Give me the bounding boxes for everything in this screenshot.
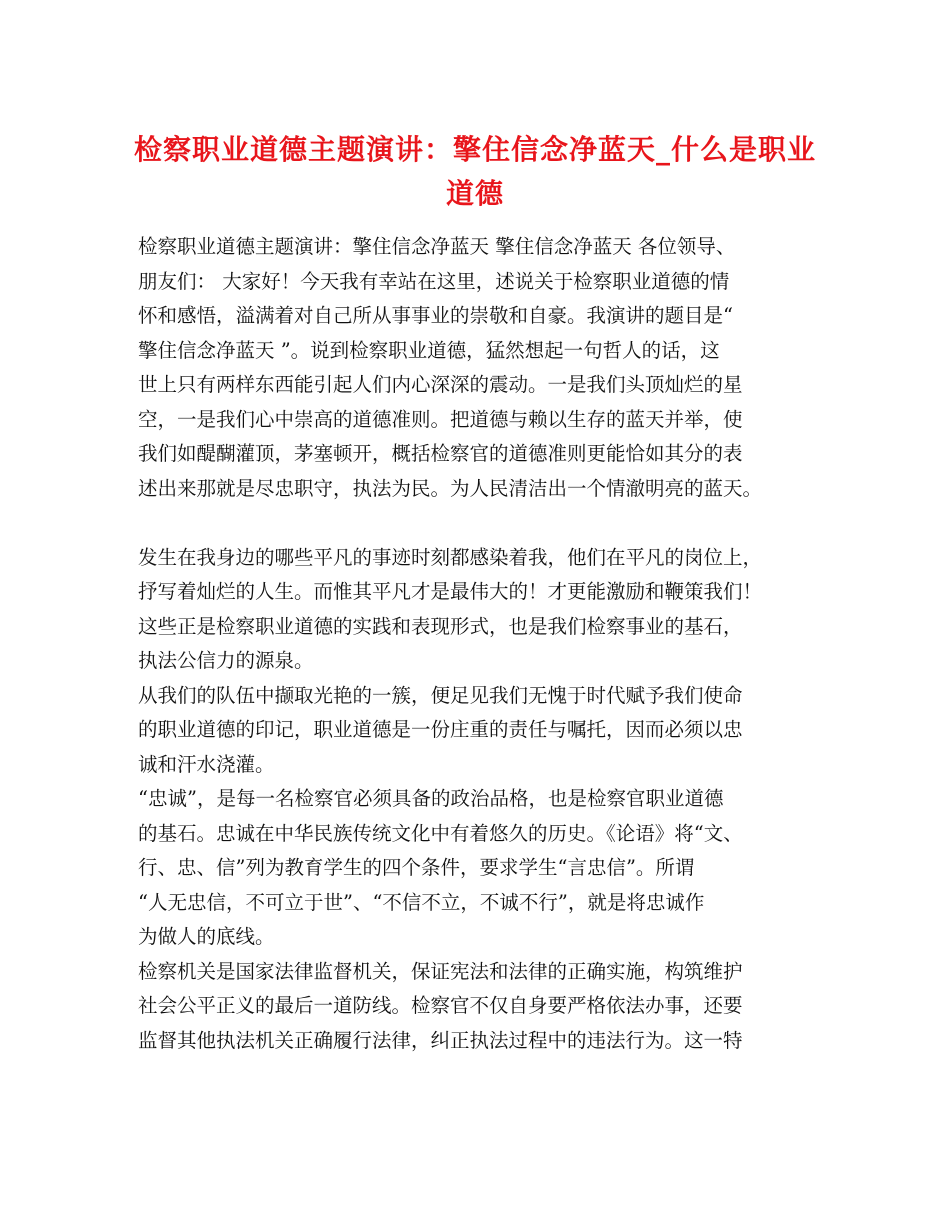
text-line: 我们如醍醐灌顶，茅塞顿开，概括检察官的道德准则更能恰如其分的表 [138,442,743,465]
text-line: 空，一是我们心中崇高的道德准则。把道德与赖以生存的蓝天并举，使 [138,407,743,431]
text-line: 诚和汗水浇灌。 [138,752,275,776]
paragraph-examples [138,541,838,679]
paragraph-loyalty [138,782,838,955]
text-line: 为做人的底线。 [138,925,275,948]
text-line: 朋友们： 大家好！今天我有幸站在这里，述说关于检察职业道德的情 [138,269,730,293]
text-line: 的基石。忠诚在中华民族传统文化中有着悠久的历史。《论语》将“文、 [138,821,743,845]
paragraph-procuratorate [138,955,838,1059]
text-line: 从我们的队伍中撷取光艳的一簇，便足见我们无愧于时代赋予我们使命 [138,683,743,707]
text-line: 执法公信力的源泉。 [138,649,314,672]
document-body [138,230,838,1058]
text-line: 的职业道德的印记，职业道德是一份庄重的责任与嘱托，因而必须以忠 [138,718,743,741]
text-line: 世上只有两样东西能引起人们内心深深的震动。一是我们头顶灿烂的星 [138,373,743,396]
title-line: 检察职业道德主题演讲：擎住信念净蓝天_什么是职业 [133,133,816,166]
text-line: “人无忠信，不可立于世”、“不信不立，不诚不行”，就是将忠诚作 [138,890,705,914]
text-line: 社会公平正义的最后一道防线。检察官不仅自身要严格依法办事，还要 [138,994,743,1017]
text-line: 怀和感悟，溢满着对自己所从事事业的崇敬和自豪。我演讲的题目是“ [138,304,733,327]
text-line: 发生在我身边的哪些平凡的事迹时刻都感染着我，他们在平凡的岗位上， [138,545,763,569]
text-line: 擎住信念净蓝天 ”。说到检察职业道德，猛然想起一句哲人的话，这 [138,338,720,362]
paragraph-intro [138,230,838,506]
text-line: 检察机关是国家法律监督机关，保证宪法和法律的正确实施，构筑维护 [138,959,743,983]
text-line: 行、忠、信”列为教育学生的四个条件，要求学生“言忠信”。所谓 [138,856,695,879]
paragraph-team [138,679,838,783]
text-line: 检察职业道德主题演讲：擎住信念净蓝天 擎住信念净蓝天 各位领导、 [138,235,736,258]
text-line: 抒写着灿烂的人生。而惟其平凡才是最伟大的！才更能激励和鞭策我们！ [138,580,763,603]
text-line: “忠诚”，是每一名检察官必须具备的政治品格，也是检察官职业道德 [138,787,724,810]
document-title [120,128,830,216]
text-line: 述出来那就是尽忠职守，执法为民。为人民清洁出一个情澈明亮的蓝天。 [138,476,763,500]
title-line: 道德 [445,177,504,210]
text-line: 监督其他执法机关正确履行法律，纠正执法过程中的违法行为。这一特 [138,1028,743,1052]
paragraph-gap [138,506,838,541]
text-line: 这些正是检察职业道德的实践和表现形式，也是我们检察事业的基石， [138,614,743,638]
